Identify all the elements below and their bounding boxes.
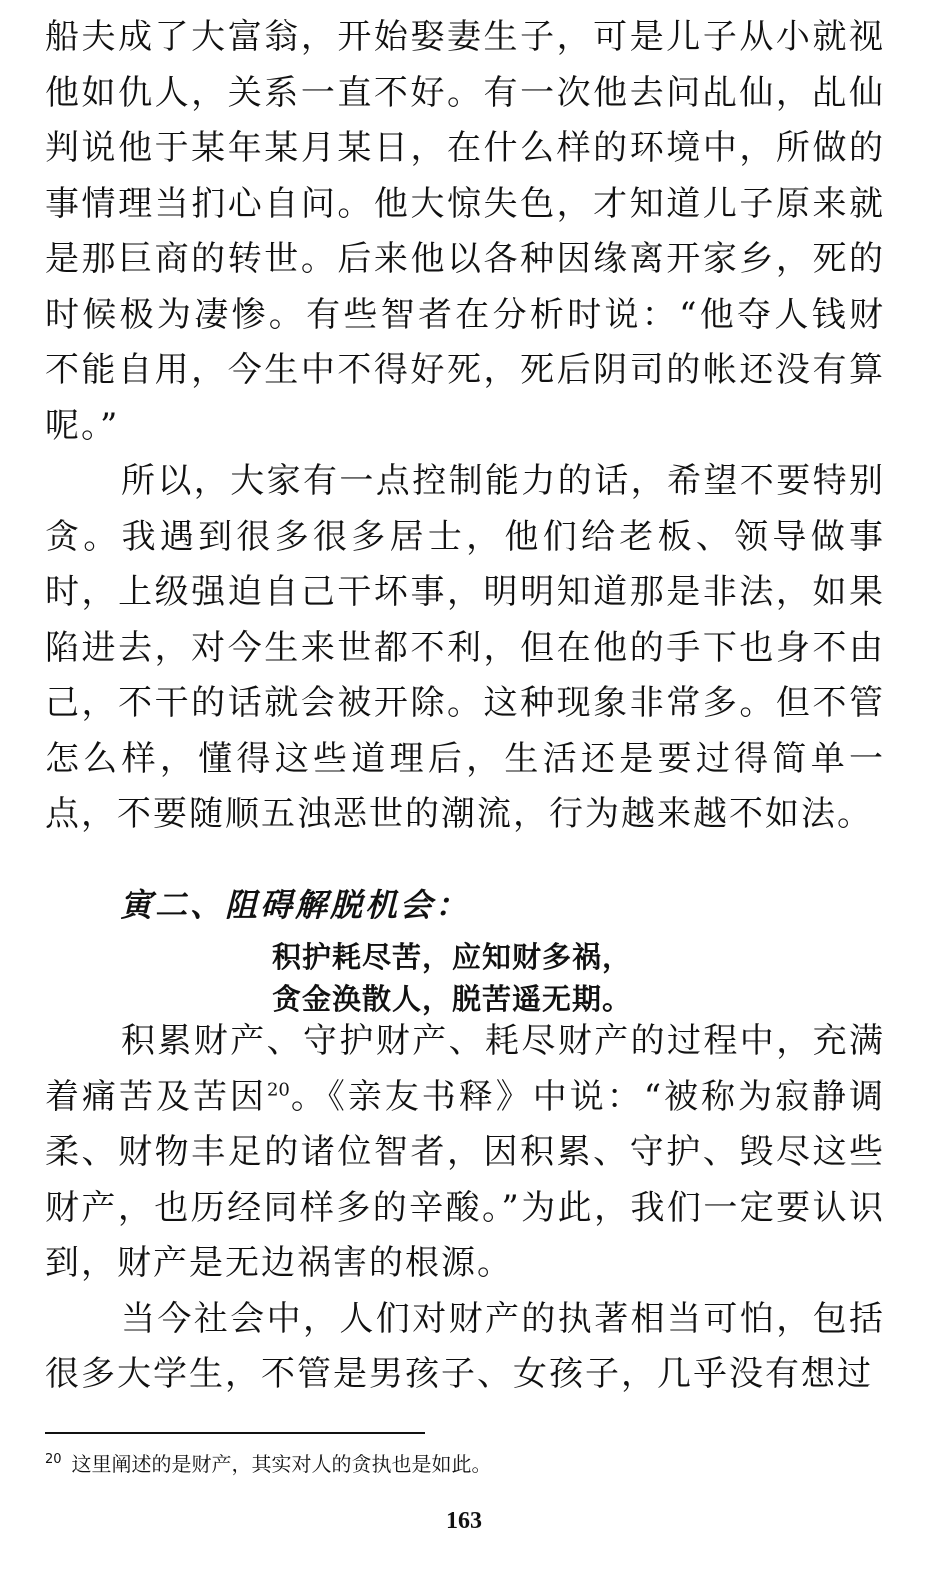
paragraph-text-part-2: 。《亲友书释》中说：“被称为寂静调柔、财物丰足的诸位智者，因积累、守护、毁尽这些财产，也历经同样多的辛酸。”为此，我们一定要认识到，财产是无边祸害的根源。: [45, 1076, 886, 1283]
paragraph-suffering-of-wealth: [45, 1014, 885, 1292]
footnote: [45, 1450, 492, 1478]
footnote-number: 20: [45, 1452, 62, 1468]
footnote-reference: 20: [266, 1079, 290, 1101]
footnote-divider: [45, 1432, 425, 1434]
paragraph-text-part-1: 积累财产、守护财产、耗尽财产的过程中，充满着痛苦及苦因: [45, 1021, 885, 1117]
paragraph-modern-society: 当今社会中，人们对财产的执著相当可怕，包括很多大学生，不管是男孩子、女孩子，几乎没有想过: [45, 1298, 885, 1394]
body-text-block-1: [45, 10, 885, 843]
verse-line-2: 贪金涣散人，脱苦遥无期。: [272, 982, 633, 1016]
page-number: 163: [446, 1508, 482, 1534]
paragraph-story-ending: 船夫成了大富翁，开始娶妻生子，可是儿子从小就视他如仇人，关系一直不好。有一次他去问乩仙，乩仙判说他于某年某月某日，在什么样的环境中，所做的事情理当扪心自问。他大惊失色，才知道儿子原来就是那巨商的转世。后来他以各种因缘离开家乡，死的时候极为凄惨。有些智者在分析时说：“他夺人钱财不能自用，今生中不得好死，死后阴司的帐还没有算呢。”: [45, 17, 885, 446]
footnote-text: 这里阐述的是财产，其实对人的贪执也是如此。: [71, 1452, 492, 1476]
paragraph-advice: 所以，大家有一点控制能力的话，希望不要特别贪。我遇到很多很多居士，他们给老板、领导做事时，上级强迫自己干坏事，明明知道那是非法，如果陷进去，对今生来世都不利，但在他的手下也身不由己，不干的话就会被开除。这种现象非常多。但不管怎么样，懂得这些道理后，生活还是要过得简单一点，不要随顺五浊恶世的潮流，行为越来越不如法。: [45, 461, 885, 834]
verse-line-1: 积护耗尽苦，应知财多祸，: [272, 940, 633, 974]
section-heading: 寅二、阻碍解脱机会：: [120, 886, 471, 924]
body-text-block-2: [45, 1014, 885, 1403]
